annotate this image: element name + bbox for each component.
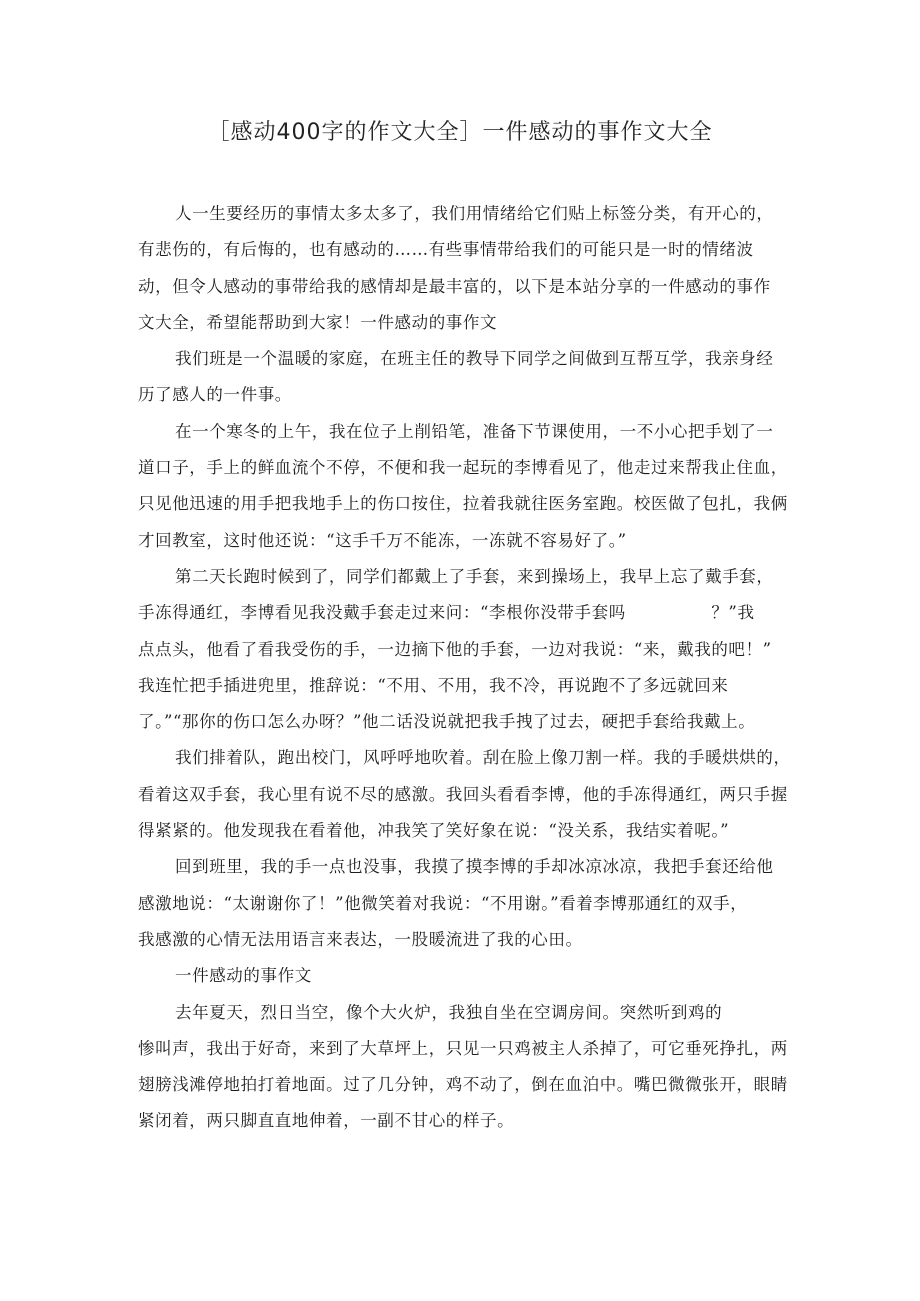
text-line: 惨叫声，我出于好奇，来到了大草坪上，只见一只鸡被主人杀掉了，可它垂死挣扎，两: [138, 1038, 788, 1058]
text-line: 我们排着队，跑出校门，风呼呼地吹着。刮在脸上像刀割一样。我的手暖烘烘的，: [175, 748, 791, 768]
text-line: 动，但令人感动的事带给我的感情却是最丰富的，以下是本站分享的一件感动的事作: [138, 276, 771, 296]
paragraph: [138, 849, 788, 958]
text-line: 我们班是一个温暖的家庭，在班主任的教导下同学之间做到互帮互学，我亲身经: [175, 349, 774, 369]
text-line: 一件感动的事作文: [175, 966, 312, 986]
paragraph: [138, 341, 788, 414]
text-line: 道口子，手上的鲜血流个不停，不便和我一起玩的李博看见了，他走过来帮我止住血，: [138, 458, 788, 478]
paragraph-intro: [138, 196, 788, 341]
text-line: 我连忙把手插进兜里，推辞说：“不用、不用，我不冷，再说跑不了多远就回来: [138, 675, 729, 695]
text-line: 才回教室，这时他还说：“这手千万不能冻，一冻就不容易好了。”: [138, 530, 627, 550]
text-line: 紧闭着，两只脚直直地伸着，一副不甘心的样子。: [138, 1111, 515, 1131]
section-heading: [138, 958, 788, 994]
text-line: 感激地说：“太谢谢你了！”他微笑着对我说：“不用谢。”看着李博那通红的双手，: [138, 893, 748, 913]
text-line: 文大全，希望能帮助到大家！一件感动的事作文: [138, 312, 498, 332]
text-line: 手冻得通红，李博看见我没戴手套走过来问：“李根你没带手套吗 ？”我: [138, 603, 755, 623]
text-line: 历了感人的一件事。: [138, 385, 292, 405]
document-title: ［感动400字的作文大全］一件感动的事作文大全: [207, 120, 713, 145]
text-line: 只见他迅速的用手把我地手上的伤口按住，拉着我就往医务室跑。校医做了包扎，我俩: [138, 494, 788, 514]
text-line: 看着这双手套，我心里有说不尽的感激。我回头看看李博，他的手冻得通红，两只手握: [138, 784, 788, 804]
text-line: 了。”“那你的伤口怎么办呀？”他二话没说就把我手拽了过去，硬把手套给我戴上。: [138, 712, 756, 732]
paragraph: [138, 414, 788, 559]
document-body: [138, 196, 791, 1140]
paragraph: [138, 559, 788, 740]
text-line: 回到班里，我的手一点也没事，我摸了摸李博的手却冰凉冰凉，我把手套还给他: [175, 857, 774, 877]
text-line: 人一生要经历的事情太多太多了，我们用情绪给它们贴上标签分类，有开心的，: [175, 204, 774, 223]
paragraph: [138, 995, 788, 1140]
text-line: 第二天长跑时候到了，同学们都戴上了手套，来到操场上，我早上忘了戴手套，: [175, 566, 774, 586]
text-line: 去年夏天，烈日当空，像个大火炉，我独自坐在空调房间。突然听到鸡的: [175, 1002, 723, 1022]
text-line: 在一个寒冬的上午，我在位子上削铅笔，准备下节课使用，一不小心把手划了一: [175, 421, 774, 441]
text-line: 得紧紧的。他发现我在看着他，冲我笑了笑好象在说：“没关系，我结实着呢。”: [138, 821, 730, 841]
text-line: 点点头，他看了看我受伤的手，一边摘下他的手套，一边对我说：“来，戴我的吧！”: [138, 639, 772, 659]
text-line: 我感激的心情无法用语言来表达，一股暖流进了我的心田。: [138, 929, 583, 949]
text-line: 有悲伤的，有后悔的，也有感动的……有些事情带给我们的可能只是一时的情绪波: [138, 240, 754, 260]
paragraph: [138, 740, 791, 849]
text-line: 翅膀浅滩停地拍打着地面。过了几分钟，鸡不动了，倒在血泊中。嘴巴微微张开，眼睛: [138, 1075, 788, 1095]
